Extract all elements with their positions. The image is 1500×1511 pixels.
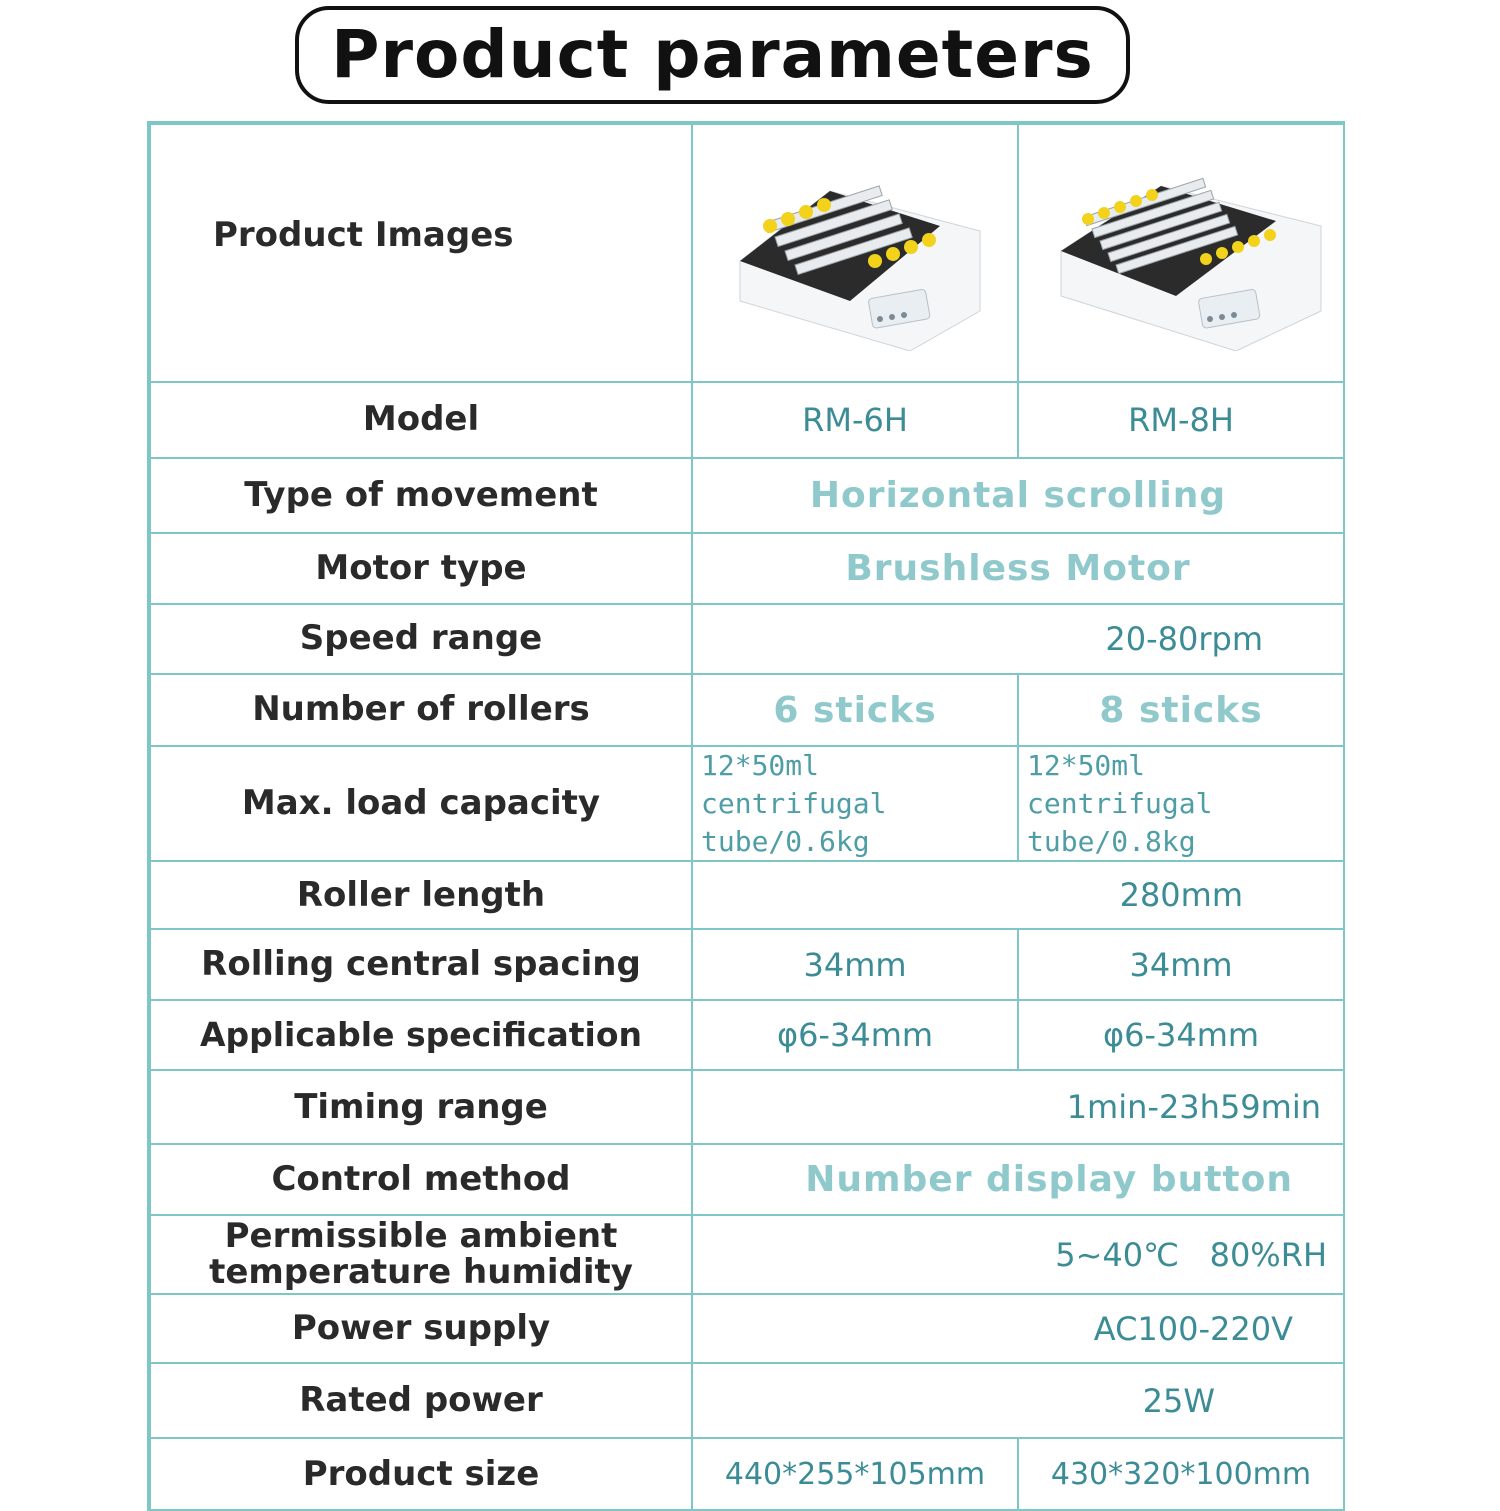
row-label: Type of movement bbox=[149, 458, 692, 533]
row-label: Timing range bbox=[149, 1070, 692, 1144]
table-row bbox=[149, 1000, 1344, 1070]
row-label bbox=[149, 1215, 692, 1294]
row-label: Max. load capacity bbox=[149, 746, 692, 861]
roller-length-value: 280mm bbox=[692, 861, 1344, 929]
size-rm6h: 440*255*105mm bbox=[692, 1438, 1018, 1510]
table-row bbox=[149, 1144, 1344, 1215]
load-rm8h bbox=[1018, 746, 1344, 861]
table-row bbox=[149, 746, 1344, 861]
table-row bbox=[149, 604, 1344, 674]
row-label: Applicable specification bbox=[149, 1000, 692, 1070]
row-label bbox=[149, 123, 692, 382]
row-label: Rolling central spacing bbox=[149, 929, 692, 1000]
table-row bbox=[149, 533, 1344, 604]
row-label: Speed range bbox=[149, 604, 692, 674]
row-label: Motor type bbox=[149, 533, 692, 604]
load-rm8h-line2: tube/0.8kg bbox=[1027, 824, 1196, 858]
model-rm6h: RM-6H bbox=[692, 382, 1018, 458]
table-row bbox=[149, 1363, 1344, 1438]
rollers-rm6h: 6 sticks bbox=[692, 674, 1018, 746]
movement-value: Horizontal scrolling bbox=[692, 458, 1344, 533]
load-rm8h-line1: 12*50ml centrifugal bbox=[1027, 749, 1213, 820]
row-label: Roller length bbox=[149, 861, 692, 929]
load-rm6h bbox=[692, 746, 1018, 861]
table-row bbox=[149, 861, 1344, 929]
row-label: Product size bbox=[149, 1438, 692, 1510]
power-supply-value: AC100-220V bbox=[692, 1294, 1344, 1363]
load-rm6h-line1: 12*50ml centrifugal bbox=[701, 749, 887, 820]
row-label: Power supply bbox=[149, 1294, 692, 1363]
row-label-line2: temperature humidity bbox=[209, 1251, 633, 1292]
row-label-text: Product Images bbox=[213, 215, 514, 255]
size-rm8h: 430*320*100mm bbox=[1018, 1438, 1344, 1510]
product-image-rm8h bbox=[1018, 123, 1344, 382]
table-row bbox=[149, 458, 1344, 533]
spacing-rm6h: 34mm bbox=[692, 929, 1018, 1000]
table-row bbox=[149, 1070, 1344, 1144]
motor-value: Brushless Motor bbox=[692, 533, 1344, 604]
model-rm8h: RM-8H bbox=[1018, 382, 1344, 458]
rated-power-value: 25W bbox=[692, 1363, 1344, 1438]
spec-table bbox=[147, 121, 1345, 1511]
table-row bbox=[149, 1215, 1344, 1294]
roller-mixer-image bbox=[710, 151, 1000, 351]
timing-value: 1min-23h59min bbox=[692, 1070, 1344, 1144]
page-title: Product parameters bbox=[331, 16, 1094, 93]
product-image-rm6h bbox=[692, 123, 1018, 382]
table-row bbox=[149, 1294, 1344, 1363]
title-box bbox=[295, 6, 1130, 104]
row-label: Number of rollers bbox=[149, 674, 692, 746]
spacing-rm8h: 34mm bbox=[1018, 929, 1344, 1000]
row-label-line1: Permissible ambient bbox=[224, 1216, 618, 1257]
spec-rm8h: φ6-34mm bbox=[1018, 1000, 1344, 1070]
rollers-rm8h: 8 sticks bbox=[1018, 674, 1344, 746]
spec-rm6h: φ6-34mm bbox=[692, 1000, 1018, 1070]
table-row bbox=[149, 123, 1344, 382]
table-row bbox=[149, 674, 1344, 746]
row-label: Control method bbox=[149, 1144, 692, 1215]
speed-value: 20-80rpm bbox=[692, 604, 1344, 674]
ambient-value: 5~40℃ 80%RH bbox=[692, 1215, 1344, 1294]
load-rm6h-line2: tube/0.6kg bbox=[701, 824, 870, 858]
row-label: Rated power bbox=[149, 1363, 692, 1438]
table-row bbox=[149, 382, 1344, 458]
table-row bbox=[149, 929, 1344, 1000]
roller-mixer-image bbox=[1036, 151, 1326, 351]
row-label: Model bbox=[149, 382, 692, 458]
control-value: Number display button bbox=[692, 1144, 1344, 1215]
